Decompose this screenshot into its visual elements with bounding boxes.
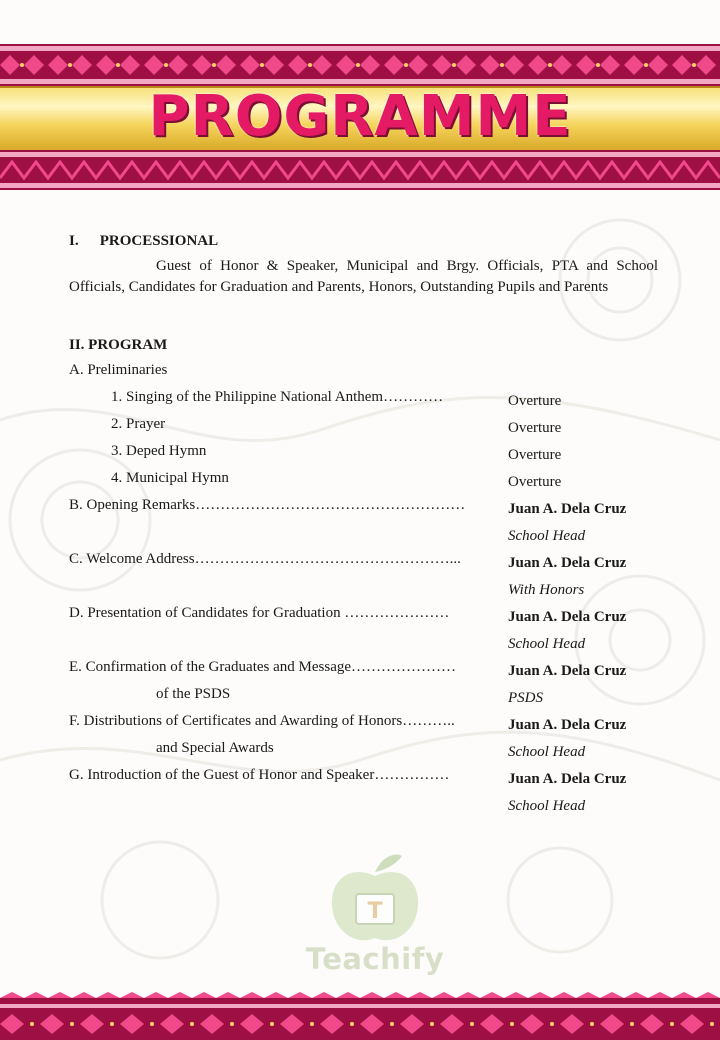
program-item-label: G. Introduction of the Guest of Honor and Speaker…………… xyxy=(69,767,450,783)
program-item-label: D. Presentation of Candidates for Graduation ………………… xyxy=(69,605,450,621)
preliminary-performer: Overture xyxy=(508,474,562,490)
preliminary-label: 4. Municipal Hymn xyxy=(111,470,229,486)
program-item-label: B. Opening Remarks……………………………………………… xyxy=(69,497,466,513)
preliminary-item xyxy=(69,384,658,411)
program-item-label: F. Distributions of Certificates and Awarding of Honors……….. xyxy=(69,713,455,729)
program-item-name: Juan A. Dela Cruz xyxy=(508,771,627,787)
program-item-cont: of the PSDS xyxy=(156,686,231,702)
preliminary-item xyxy=(69,438,658,465)
preliminary-label: 3. Deped Hymn xyxy=(111,443,207,459)
program-item-role: School Head xyxy=(508,528,586,544)
preliminary-item xyxy=(69,411,658,438)
program-item-continuation xyxy=(69,735,658,762)
program-item xyxy=(69,492,658,519)
preliminary-performer: Overture xyxy=(508,447,562,463)
program-item xyxy=(69,546,658,573)
program-item-name: Juan A. Dela Cruz xyxy=(508,501,627,517)
preliminary-performer: Overture xyxy=(508,393,562,409)
program-item-role: School Head xyxy=(508,744,586,760)
preliminary-item xyxy=(69,465,658,492)
program-item-name: Juan A. Dela Cruz xyxy=(508,663,627,679)
preliminaries-heading: A. Preliminaries xyxy=(69,362,168,378)
program-item-label: E. Confirmation of the Graduates and Message………………… xyxy=(69,659,457,675)
header-banner xyxy=(0,0,720,192)
program-item-role: PSDS xyxy=(508,690,543,706)
program-item xyxy=(69,654,658,681)
program-item-label: C. Welcome Address……………………………………………... xyxy=(69,551,461,567)
footer-pattern-band xyxy=(0,992,720,1040)
bottom-pattern-band xyxy=(0,150,720,190)
apple-logo-icon xyxy=(300,850,450,950)
program-item-role: School Head xyxy=(508,798,586,814)
svg-text:T: T xyxy=(367,899,383,924)
preliminary-label: 1. Singing of the Philippine National Anthem………… xyxy=(111,389,444,405)
program-item xyxy=(69,762,658,789)
programme-content xyxy=(69,230,658,816)
preliminary-performer: Overture xyxy=(508,420,562,436)
processional-heading xyxy=(69,230,658,252)
program-item-continuation xyxy=(69,627,658,654)
program-item xyxy=(69,708,658,735)
program-item-name: Juan A. Dela Cruz xyxy=(508,717,627,733)
program-item-role: With Honors xyxy=(508,582,585,598)
program-item-name: Juan A. Dela Cruz xyxy=(508,609,627,625)
preliminary-label: 2. Prayer xyxy=(111,416,166,432)
program-item-continuation xyxy=(69,573,658,600)
top-pattern-band xyxy=(0,44,720,86)
teachify-watermark xyxy=(300,850,450,990)
processional-number: I. xyxy=(69,233,79,249)
processional-text: Guest of Honor & Speaker, Municipal and Brgy. Officials, PTA and School Officials, Candidates for Graduation and Parents, Honors, Outstanding Pupils and Parents xyxy=(69,258,658,295)
processional-title: PROCESSIONAL xyxy=(99,233,219,249)
program-item-cont: and Special Awards xyxy=(156,740,274,756)
program-item-continuation xyxy=(69,789,658,816)
program-item-continuation xyxy=(69,519,658,546)
page-title: PROGRAMME xyxy=(148,84,572,149)
program-item-name: Juan A. Dela Cruz xyxy=(508,555,627,571)
program-item-role: School Head xyxy=(508,636,586,652)
program-item xyxy=(69,600,658,627)
program-item-continuation xyxy=(69,681,658,708)
program-heading: II. PROGRAM xyxy=(69,337,168,353)
watermark-brand: Teachify xyxy=(305,942,445,976)
